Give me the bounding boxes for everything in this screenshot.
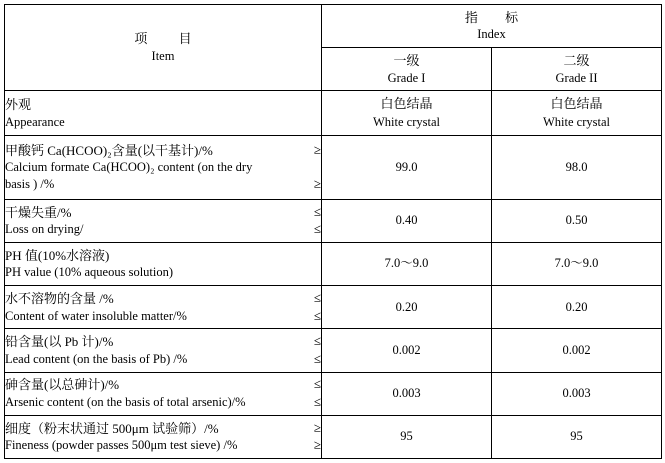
row-grade1-value [322, 199, 492, 242]
header-item-en: Item [151, 49, 175, 64]
row-grade2-en: 0.002 [562, 342, 591, 357]
table-row [5, 199, 662, 242]
header-index-en: Index [477, 27, 506, 42]
row-grade1-value [322, 372, 492, 415]
row-item-cell [5, 136, 322, 200]
row-grade2-value [492, 415, 662, 458]
row-grade2-value [492, 372, 662, 415]
header-grade2-en: Grade II [555, 70, 598, 85]
row-grade1-cn: 白色结晶 [380, 96, 433, 112]
row-grade2-en: 0.003 [562, 385, 591, 400]
table-row [5, 91, 662, 136]
header-index-cn: 指 标 [464, 9, 531, 25]
row-grade2-value [492, 136, 662, 200]
header-index-cell [322, 5, 662, 48]
row-grade2-value [492, 91, 662, 136]
row-grade2-value [492, 329, 662, 372]
row-symbol-cn: ≥ [313, 419, 321, 435]
row-item-en: Lead content (on the basis of Pb) /% [5, 351, 188, 366]
row-grade2-cn: 白色结晶 [550, 96, 603, 112]
row-item-en: Appearance [5, 114, 65, 129]
row-item-cell [5, 329, 322, 372]
header-item-cell [5, 5, 322, 91]
row-symbol-en: ≥ [313, 437, 321, 453]
row-item-cn: 外观 [5, 97, 32, 113]
row-symbol-en-2: ≥ [313, 176, 321, 192]
row-item-cell [5, 415, 322, 458]
header-grade2-cn: 二级 [563, 53, 590, 69]
row-item-cn: 铅含量(以 Pb 计)/% [5, 334, 114, 350]
row-item-cell [5, 286, 322, 329]
row-symbol-cn: ≤ [313, 333, 321, 349]
row-item-cell [5, 243, 322, 286]
table-row [5, 286, 662, 329]
row-grade1-en: 99.0 [395, 159, 418, 174]
row-item-en: Loss on drying/ [5, 222, 84, 237]
row-grade1-en: 95 [400, 429, 413, 444]
row-item-en-2: basis ) /% [5, 177, 55, 192]
specification-table [4, 4, 662, 459]
row-grade1-en: 0.003 [392, 385, 421, 400]
header-grade2-cell [492, 48, 662, 91]
row-item-cn: PH 值(10%水溶液) [5, 247, 110, 263]
row-grade2-value [492, 243, 662, 286]
header-grade1-en: Grade I [387, 70, 426, 85]
row-symbol-en: ≤ [313, 394, 321, 410]
row-grade2-en: 7.0～9.0 [554, 256, 599, 271]
row-symbol-en: ≤ [313, 307, 321, 323]
row-grade1-en: 0.002 [392, 342, 421, 357]
row-grade1-en: 0.20 [395, 299, 418, 314]
row-grade1-value [322, 329, 492, 372]
row-grade1-value [322, 136, 492, 200]
row-grade1-value [322, 286, 492, 329]
table-row [5, 372, 662, 415]
row-symbol-cn: ≥ [313, 141, 321, 157]
row-item-cell [5, 91, 322, 136]
header-grade1-cell [322, 48, 492, 91]
row-grade2-value [492, 286, 662, 329]
row-grade2-en: 0.50 [565, 213, 588, 228]
row-item-cn: 水不溶物的含量 /% [5, 291, 114, 307]
header-item-cn: 项 目 [134, 31, 206, 47]
row-grade1-value [322, 243, 492, 286]
table-row [5, 329, 662, 372]
row-item-en: Calcium formate Ca(HCOO)₂ content (on the dry [5, 160, 253, 175]
row-item-cn: 细度（粉末状通过 500μm 试验筛）/% [5, 420, 219, 436]
row-grade2-en: 98.0 [565, 159, 588, 174]
row-grade2-en: 0.20 [565, 299, 588, 314]
row-grade1-value [322, 91, 492, 136]
row-grade1-en: 0.40 [395, 213, 418, 228]
row-item-cn: 干燥失重/% [5, 204, 72, 220]
row-grade1-en: White crystal [373, 114, 440, 129]
row-symbol-en: ≤ [313, 350, 321, 366]
row-grade1-value [322, 415, 492, 458]
row-grade2-en: 95 [570, 429, 583, 444]
row-grade2-en: White crystal [543, 114, 610, 129]
row-item-cell [5, 199, 322, 242]
row-item-en: Fineness (powder passes 500μm test sieve) /% [5, 438, 238, 453]
row-grade1-en: 7.0～9.0 [384, 256, 429, 271]
row-item-en: Arsenic content (on the basis of total arsenic)/% [5, 395, 246, 410]
table-row [5, 136, 662, 200]
row-item-en: Content of water insoluble matter/% [5, 308, 187, 323]
row-item-cell [5, 372, 322, 415]
row-symbol-en: ≤ [313, 221, 321, 237]
row-item-cn: 甲酸钙 Ca(HCOO)₂含量(以干基计)/% [5, 142, 213, 158]
header-grade1-cn: 一级 [393, 53, 420, 69]
table-row [5, 243, 662, 286]
row-symbol-cn: ≤ [313, 376, 321, 392]
row-symbol-cn: ≤ [313, 290, 321, 306]
row-symbol-cn: ≤ [313, 203, 321, 219]
row-item-en: PH value (10% aqueous solution) [5, 265, 174, 280]
table-row [5, 415, 662, 458]
table-header-row-1 [5, 5, 662, 48]
row-grade2-value [492, 199, 662, 242]
row-item-cn: 砷含量(以总砷计)/% [5, 377, 120, 393]
